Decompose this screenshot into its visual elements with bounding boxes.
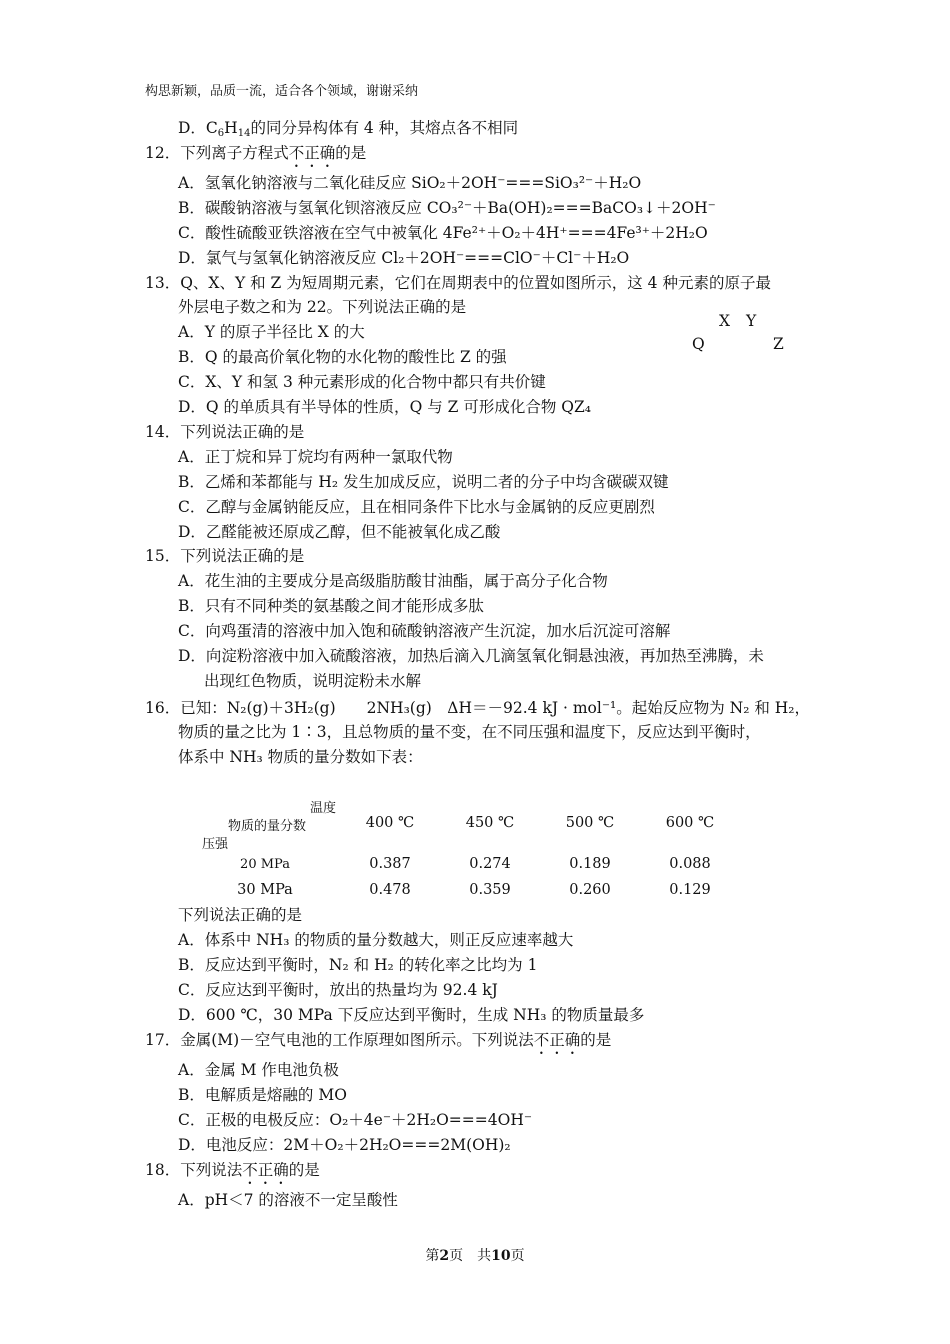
q14-option-b: B．乙烯和苯都能与 H₂ 发生加成反应，说明二者的分子中均含碳碳双键 (178, 473, 669, 491)
temp-header: 600 ℃ (665, 815, 715, 831)
q15-option-a: A．花生油的主要成分是高级脂肪酸甘油酯，属于高分子化合物 (178, 572, 608, 590)
q13-option-c: C．X、Y 和氢 3 种元素形成的化合物中都只有共价键 (178, 373, 546, 391)
q17-option-a: A．金属 M 作电池负极 (178, 1061, 339, 1079)
q16-stem-line3: 体系中 NH₃ 物质的量分数如下表： (178, 748, 423, 766)
temp-header: 400 ℃ (365, 815, 415, 831)
q13-option-b: B．Q 的最高价氧化物的水化物的酸性比 Z 的强 (178, 348, 507, 366)
value-cell: 0.359 (469, 882, 511, 898)
element-x: X (719, 312, 731, 330)
q16-option-a: A．体系中 NH₃ 的物质的量分数越大，则正反应速率越大 (178, 931, 574, 949)
q16-option-d: D．600 ℃，30 MPa 下反应达到平衡时，生成 NH₃ 的物质量最多 (178, 1006, 645, 1024)
pressure-cell: 30 MPa (237, 882, 293, 898)
corner-pressure-label: 压强 (202, 837, 229, 852)
q16-stem-line1: 16．已知：N₂(g)＋3H₂(g) 2NH₃(g) ΔH＝－92.4 kJ · mol⁻¹。起始反应物为 N₂ 和 H₂， (145, 699, 811, 717)
value-cell: 0.260 (569, 882, 611, 898)
q15-option-d-line1: D．向淀粉溶液中加入硫酸溶液，加热后滴入几滴氢氧化铜悬浊液，再加热至沸腾，未 (178, 647, 764, 665)
q15-option-c: C．向鸡蛋清的溶液中加入饱和硫酸钠溶液产生沉淀，加水后沉淀可溶解 (178, 622, 671, 640)
value-cell: 0.129 (669, 882, 711, 898)
nh3-fraction-table (190, 795, 740, 903)
q17-option-b: B．电解质是熔融的 MO (178, 1086, 347, 1104)
value-cell: 0.088 (669, 856, 711, 872)
element-y: Y (746, 312, 757, 330)
q18-stem: 18．下列说法不正确的是 (145, 1161, 320, 1179)
q12-option-d: D．氯气与氢氧化钠溶液反应 Cl₂＋2OH⁻===ClO⁻＋Cl⁻＋H₂O (178, 249, 630, 267)
q12-option-c: C．酸性硫酸亚铁溶液在空气中被氧化 4Fe²⁺＋O₂＋4H⁺===4Fe³⁺＋2H₂O (178, 224, 708, 242)
q16-ask: 下列说法正确的是 (178, 906, 303, 924)
table-corner-header (190, 795, 340, 851)
pressure-cell: 20 MPa (240, 856, 290, 872)
q17-stem: 17．金属(M)－空气电池的工作原理如图所示。下列说法不正确的是 (145, 1031, 612, 1049)
value-cell: 0.189 (569, 856, 611, 872)
element-q: Q (692, 335, 705, 353)
q12-option-a: A．氢氧化钠溶液与二氧化硅反应 SiO₂＋2OH⁻===SiO₃²⁻＋H₂O (178, 174, 642, 192)
q18-option-a: A．pH＜7 的溶液不一定呈酸性 (178, 1191, 398, 1209)
q14-stem: 14．下列说法正确的是 (145, 423, 305, 441)
q13-option-a: A．Y 的原子半径比 X 的大 (178, 323, 365, 341)
temp-header: 500 ℃ (565, 815, 615, 831)
table-row (190, 851, 740, 877)
q14-option-a: A．正丁烷和异丁烷均有两种一氯取代物 (178, 448, 453, 466)
corner-fraction-label: 物质的量分数 (228, 819, 307, 834)
q14-option-d: D．乙醛能被还原成乙醇，但不能被氧化成乙酸 (178, 523, 501, 541)
q17-option-c: C．正极的电极反应：O₂＋4e⁻＋2H₂O===4OH⁻ (178, 1111, 533, 1129)
q16-option-c: C．反应达到平衡时，放出的热量均为 92.4 kJ (178, 981, 498, 999)
q15-option-d-line2: 出现红色物质，说明淀粉未水解 (204, 672, 422, 690)
value-cell: 0.387 (369, 856, 411, 872)
temp-header: 450 ℃ (465, 815, 515, 831)
q16-option-b: B．反应达到平衡时，N₂ 和 H₂ 的转化率之比均为 1 (178, 956, 538, 974)
q13-stem-line1: 13．Q、X、Y 和 Z 为短周期元素，它们在周期表中的位置如图所示，这 4 种元素的原子最 (145, 274, 771, 292)
value-cell: 0.274 (469, 856, 511, 872)
page-footer: 第2页 共10页 (425, 1248, 525, 1264)
q13-option-d: D．Q 的单质具有半导体的性质，Q 与 Z 可形成化合物 QZ₄ (178, 398, 591, 416)
q13-stem-line2: 外层电子数之和为 22。下列说法正确的是 (178, 298, 467, 316)
q17-option-d: D．电池反应：2M＋O₂＋2H₂O===2M(OH)₂ (178, 1136, 511, 1154)
q15-option-b: B．只有不同种类的氨基酸之间才能形成多肽 (178, 597, 484, 615)
page-header: 构思新颖，品质一流，适合各个领域，谢谢采纳 (145, 84, 419, 99)
element-z: Z (773, 335, 784, 353)
q12-stem: 12．下列离子方程式不正确的是 (145, 144, 367, 162)
q16-stem-line2: 物质的量之比为 1∶3，且总物质的量不变，在不同压强和温度下，反应达到平衡时， (178, 723, 761, 741)
q12-option-b: B．碳酸钠溶液与氢氧化钡溶液反应 CO₃²⁻＋Ba(OH)₂===BaCO₃↓＋2OH⁻ (178, 199, 716, 217)
value-cell: 0.478 (369, 882, 411, 898)
q11-option-d: D．$C_6H_{14}$的同分异构体有 4 种，其熔点各不相同 (178, 119, 519, 139)
q15-stem: 15．下列说法正确的是 (145, 547, 305, 565)
q14-option-c: C．乙醇与金属钠能反应，且在相同条件下比水与金属钠的反应更剧烈 (178, 498, 655, 516)
table-row (190, 877, 740, 903)
corner-temp-label: 温度 (310, 801, 337, 816)
